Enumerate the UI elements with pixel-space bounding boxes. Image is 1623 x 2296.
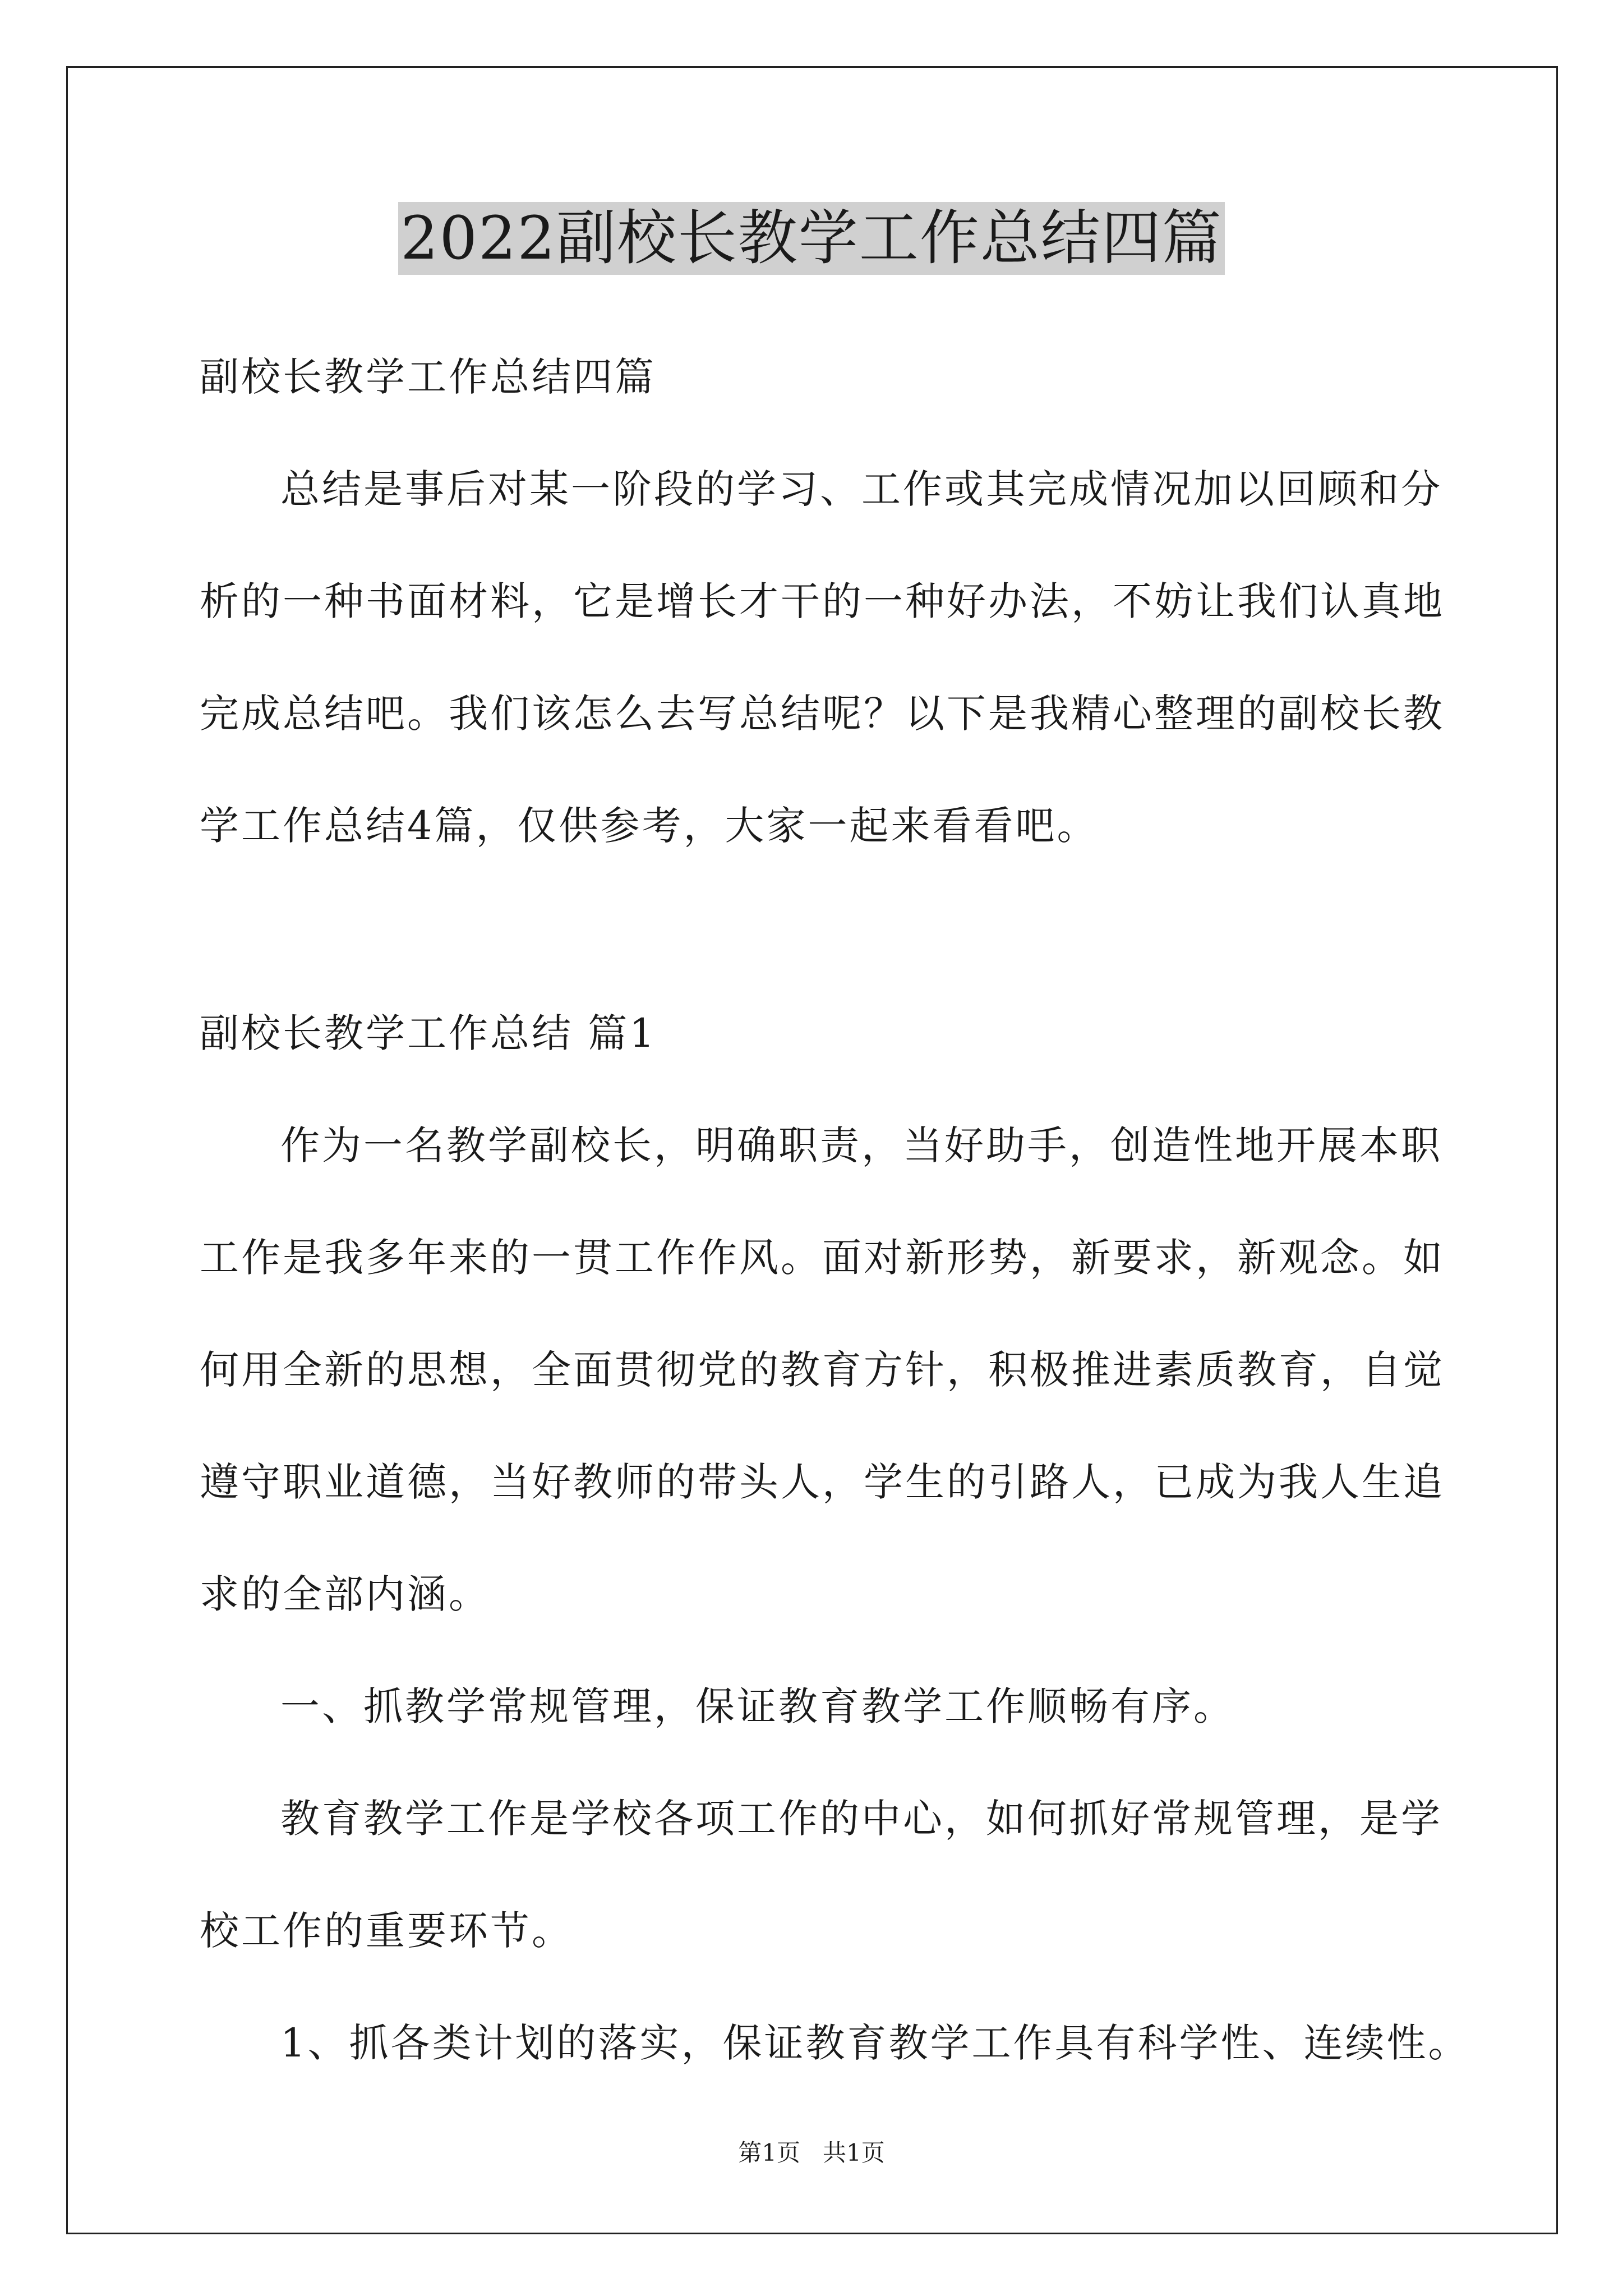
intro-line: 完成总结吧。我们该怎么去写总结呢？以下是我精心整理的副校长教: [200, 691, 1445, 737]
intro-line: 析的一种书面材料，它是增长才干的一种好办法，不妨让我们认真地: [200, 578, 1445, 624]
intro-line: 总结是事后对某一阶段的学习、工作或其完成情况加以回顾和分: [280, 466, 1442, 512]
section-line: 遵守职业道德，当好教师的带头人，学生的引路人，已成为我人生追: [200, 1459, 1445, 1505]
point-one-line: 校工作的重要环节。: [200, 1908, 573, 1954]
section-heading: 副校长教学工作总结 篇1: [200, 1010, 657, 1056]
section-paragraph: [200, 1089, 1470, 2099]
section-line: 工作是我多年来的一贯工作作风。面对新形势，新要求，新观念。如: [200, 1235, 1445, 1281]
point-one-heading: 一、抓教学常规管理，保证教育教学工作顺畅有序。: [280, 1683, 1235, 1729]
subtitle-block: [200, 321, 1456, 433]
item-one: 1、抓各类计划的落实，保证教育教学工作具有科学性、连续性。: [280, 2020, 1470, 2066]
section-heading-block: [200, 977, 1456, 1089]
document-title: 2022副校长教学工作总结四篇: [398, 202, 1225, 275]
page-footer: 第1页 共1页: [738, 2139, 885, 2166]
section-line: 何用全新的思想，全面贯彻党的教育方针，积极推进素质教育，自觉: [200, 1347, 1445, 1393]
intro-line: 学工作总结4篇，仅供参考，大家一起来看看吧。: [200, 803, 1099, 849]
document-subtitle: 副校长教学工作总结四篇: [200, 354, 656, 400]
point-one-line: 教育教学工作是学校各项工作的中心，如何抓好常规管理，是学: [280, 1796, 1442, 1842]
intro-paragraph: [200, 433, 1456, 882]
title-container: [0, 202, 1623, 275]
section-line: 作为一名教学副校长，明确职责，当好助手，创造性地开展本职: [280, 1122, 1442, 1168]
section-line: 求的全部内涵。: [200, 1571, 490, 1617]
